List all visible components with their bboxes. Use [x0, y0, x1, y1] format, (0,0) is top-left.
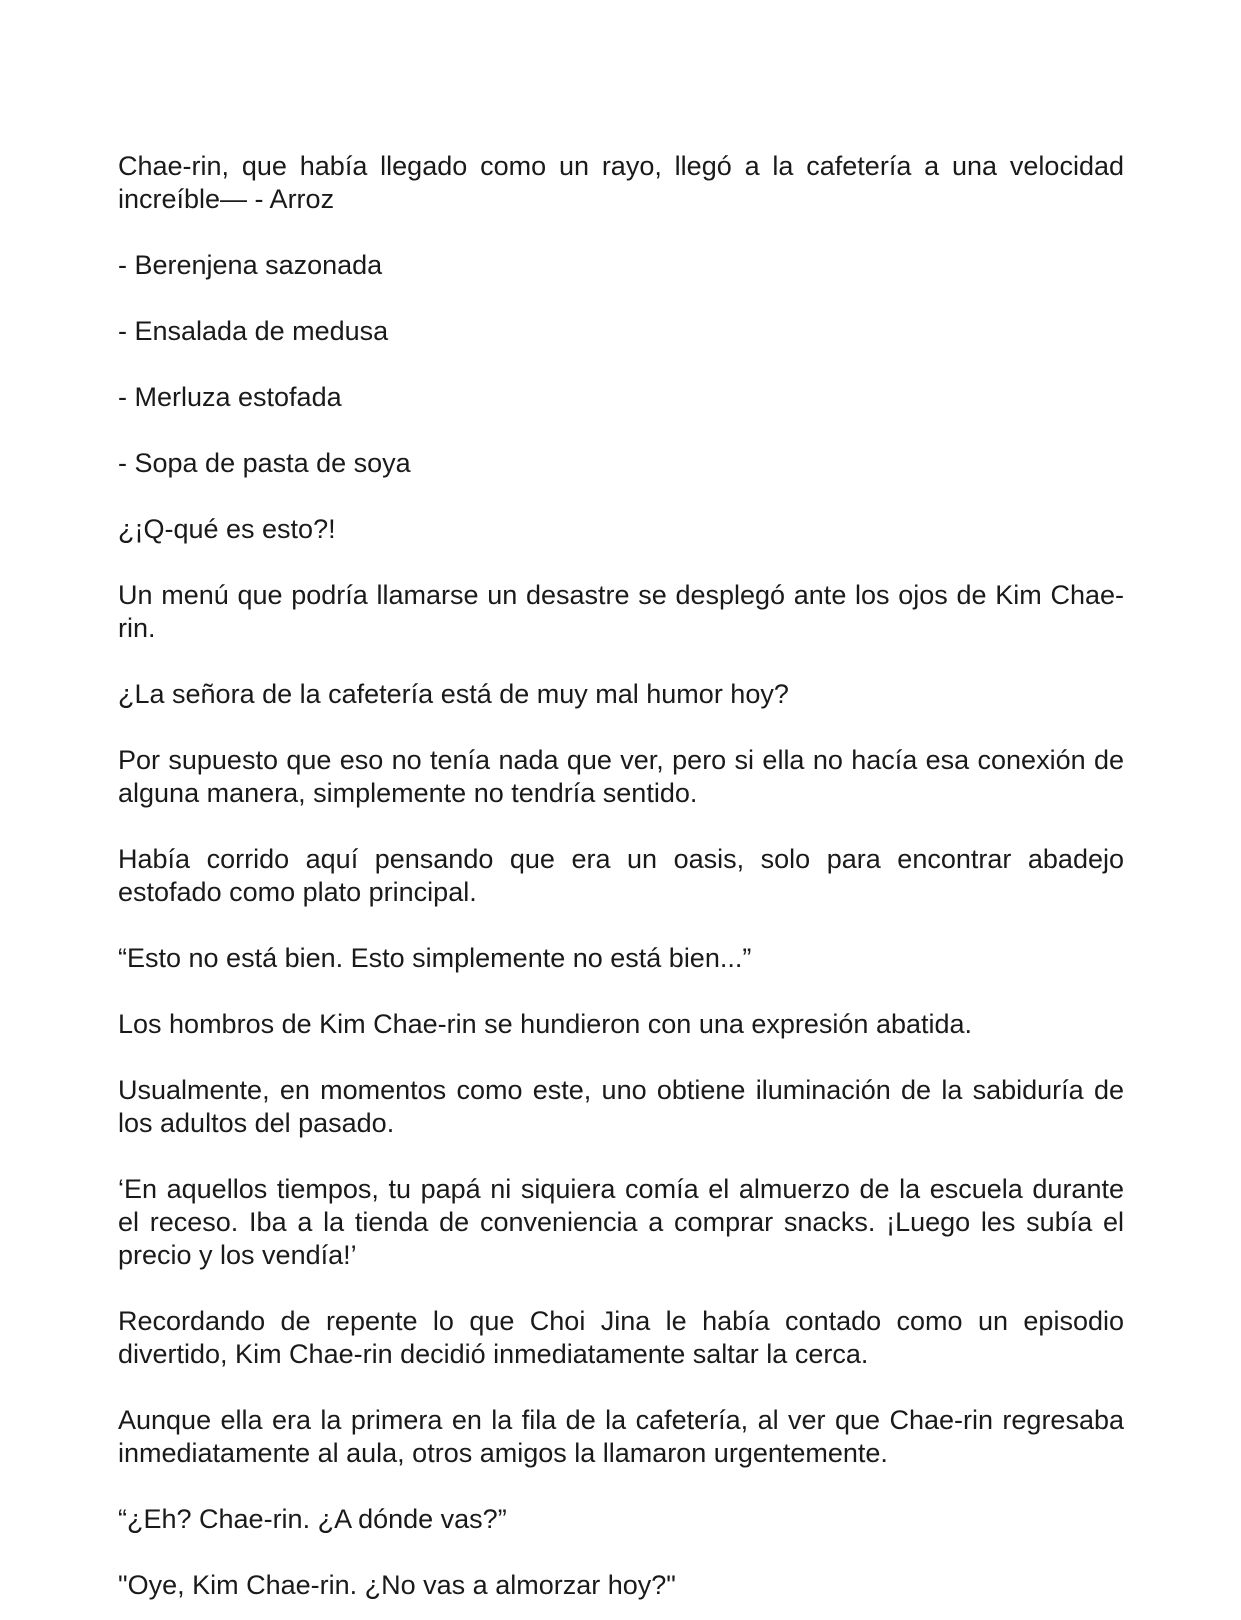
paragraph-connection: Por supuesto que eso no tenía nada que ver, pero si ella no hacía esa conexión de alguna manera, simplemente no tendría sentido.	[118, 745, 1124, 808]
paragraph-dialogue-where: “¿Eh? Chae-rin. ¿A dónde vas?”	[118, 1504, 507, 1534]
list-item-sopa: - Sopa de pasta de soya	[118, 448, 411, 478]
paragraph-shoulders: Los hombros de Kim Chae-rin se hundieron con una expresión abatida.	[118, 1009, 973, 1039]
list-item-merluza: - Merluza estofada	[118, 382, 342, 412]
paragraph-cafeteria-lady: ¿La señora de la cafetería está de muy mal humor hoy?	[118, 679, 789, 709]
paragraph-oasis: Había corrido aquí pensando que era un oasis, solo para encontrar abadejo estofado como plato principal.	[118, 844, 1124, 907]
paragraph-1: Chae-rin, que había llegado como un rayo, llegó a la cafetería a una velocidad increíble— - Arroz	[118, 151, 1124, 214]
list-item-ensalada: - Ensalada de medusa	[118, 316, 389, 346]
paragraph-line: Aunque ella era la primera en la fila de la cafetería, al ver que Chae-rin regresaba inmediatamente al aula, otros amigos la llamaron urgentemente.	[118, 1405, 1124, 1468]
paragraph-exclamation: ¿¡Q-qué es esto?!	[118, 514, 336, 544]
paragraph-dialogue-lunch: "Oye, Kim Chae-rin. ¿No vas a almorzar hoy?"	[118, 1570, 676, 1600]
paragraph-dialogue-not-right: “Esto no está bien. Esto simplemente no está bien...”	[118, 943, 752, 973]
list-item-berenjena: - Berenjena sazonada	[118, 250, 383, 280]
paragraph-memory-quote: ‘En aquellos tiempos, tu papá ni siquiera comía el almuerzo de la escuela durante el receso. Iba a la tienda de conveniencia a comprar snacks. ¡Luego les subía el precio y los vendía!’	[118, 1174, 1124, 1270]
paragraph-wisdom: Usualmente, en momentos como este, uno obtiene iluminación de la sabiduría de los adultos del pasado.	[118, 1075, 1124, 1138]
paragraph-menu-disaster: Un menú que podría llamarse un desastre se desplegó ante los ojos de Kim Chae-rin.	[118, 580, 1124, 643]
document-body	[118, 150, 1124, 1602]
paragraph-fence: Recordando de repente lo que Choi Jina le había contado como un episodio divertido, Kim Chae-rin decidió inmediatamente saltar la cerca.	[118, 1306, 1124, 1369]
